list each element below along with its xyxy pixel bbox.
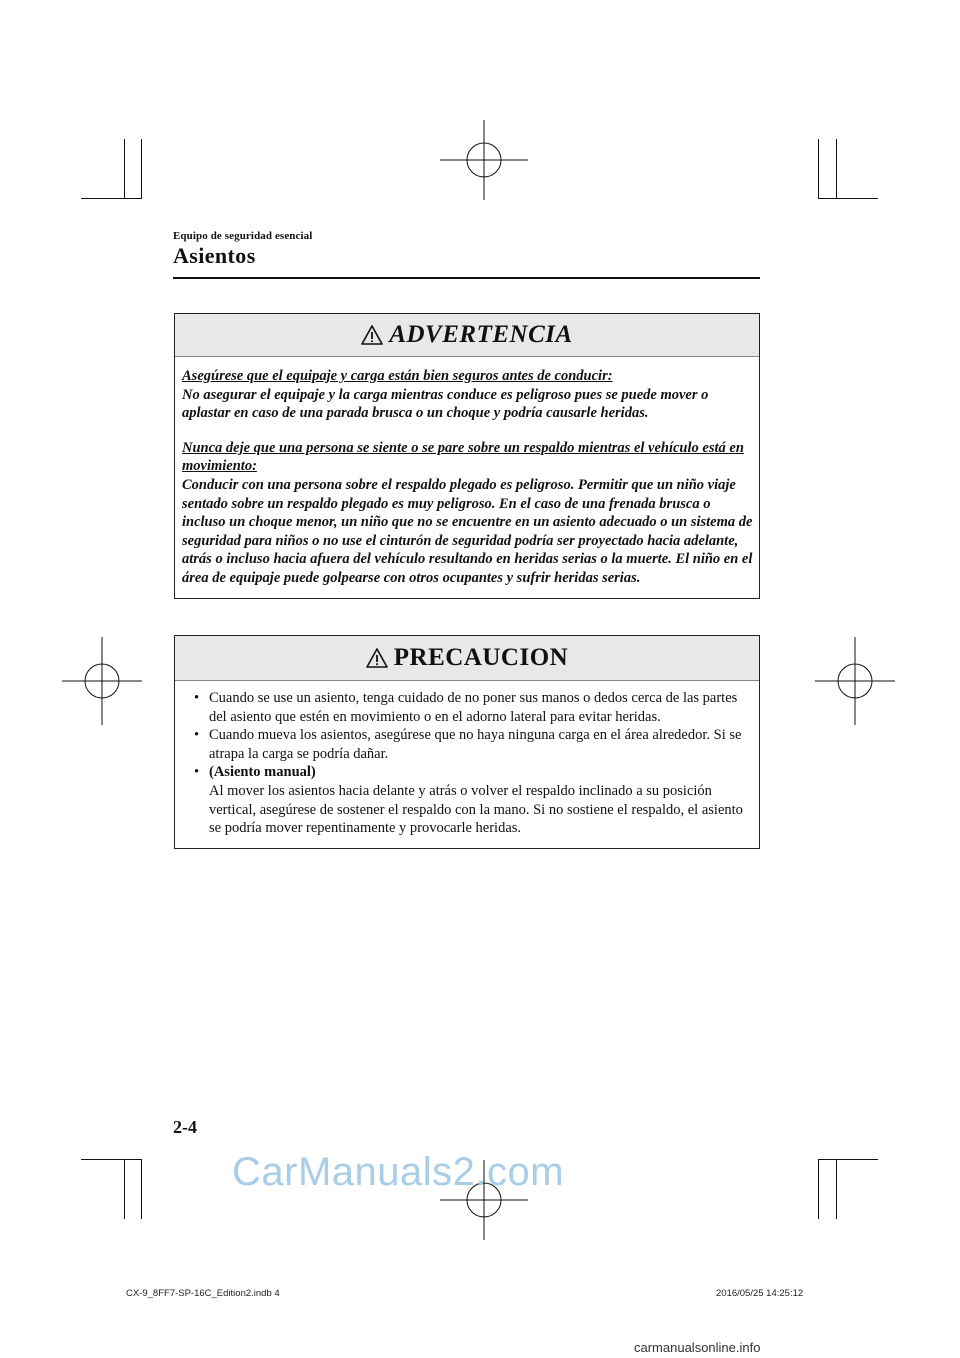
header-divider <box>173 277 760 279</box>
bullet: • <box>194 764 200 781</box>
warning-box-header <box>175 314 759 357</box>
bullet: • <box>194 690 200 706</box>
footer-file-name: CX-9_8FF7-SP-16C_Edition2.indb 4 <box>126 1288 280 1299</box>
list-item <box>183 726 753 763</box>
registration-mark-left <box>62 637 142 725</box>
list-item <box>183 763 753 837</box>
list-item <box>183 689 753 726</box>
list-item-text: Al mover los asientos hacia delante y atrás o volver el respaldo inclinado a su posición vertical, asegúrese de sostener el respaldo con la mano. Si no sostiene el respaldo, el asiento se podría mover repentinamente y provocarle heridas. <box>209 782 743 837</box>
list-item-text: Cuando se use un asiento, tenga cuidado de no poner sus manos o dedos cerca de las partes del asiento que estén en movimiento o en el adorno lateral para evitar heridas. <box>209 690 738 725</box>
caution-title: PRECAUCION <box>393 644 569 671</box>
section-label: Equipo de seguridad esencial <box>173 230 313 242</box>
caution-body <box>175 681 759 848</box>
footer-site-link[interactable]: carmanualsonline.info <box>634 1340 761 1355</box>
warning-triangle-icon <box>361 325 383 345</box>
registration-mark-top <box>440 120 528 200</box>
page-title: Asientos <box>173 243 256 268</box>
list-item-text: Cuando mueva los asientos, asegúrese que no haya ninguna carga en el área alrededor. Si se atrapa la carga se podría dañar. <box>209 727 742 762</box>
warning-title: ADVERTENCIA <box>389 321 573 348</box>
caution-list <box>183 689 753 838</box>
page-number: 2-4 <box>173 1117 197 1137</box>
caution-box-header <box>175 636 759 681</box>
warning-text: No asegurar el equipaje y la carga mientras conduce es peligroso pues se puede mover o aplastar en caso de una parada brusca o un choque y podría causarle heridas. <box>182 386 709 422</box>
bullet: • <box>194 727 200 744</box>
caution-box <box>174 635 760 849</box>
warning-triangle-icon <box>366 648 388 668</box>
warning-text: Conducir con una persona sobre el respaldo plegado es peligroso. Permitir que un niño viaje sentado sobre un respaldo plegado es muy peligroso. En el caso de una frenada brusca o incluso un choque menor, un niño que no se encuentre en un asiento adecuado o un sistema de seguridad para niños o no use el cinturón de seguridad podría ser proyectado hacia adelante, atrás o incluso hacia afuera del vehículo resultando en heridas serias o la muerte. El niño en el área de equipaje puede golpearse con otros ocupantes y sufrir heridas serias. <box>182 476 753 586</box>
watermark: CarManuals2.com <box>232 1150 565 1194</box>
list-item-heading: (Asiento manual) <box>209 764 316 781</box>
warning-heading: Nunca deje que una persona se siente o se pare sobre un respaldo mientras el vehículo está en movimiento: <box>182 439 744 475</box>
warning-heading: Asegúrese que el equipaje y carga están bien seguros antes de conducir: <box>182 368 613 384</box>
warning-box <box>174 313 760 599</box>
registration-mark-right <box>815 637 895 725</box>
footer-timestamp: 2016/05/25 14:25:12 <box>716 1288 804 1299</box>
warning-body <box>175 357 759 598</box>
